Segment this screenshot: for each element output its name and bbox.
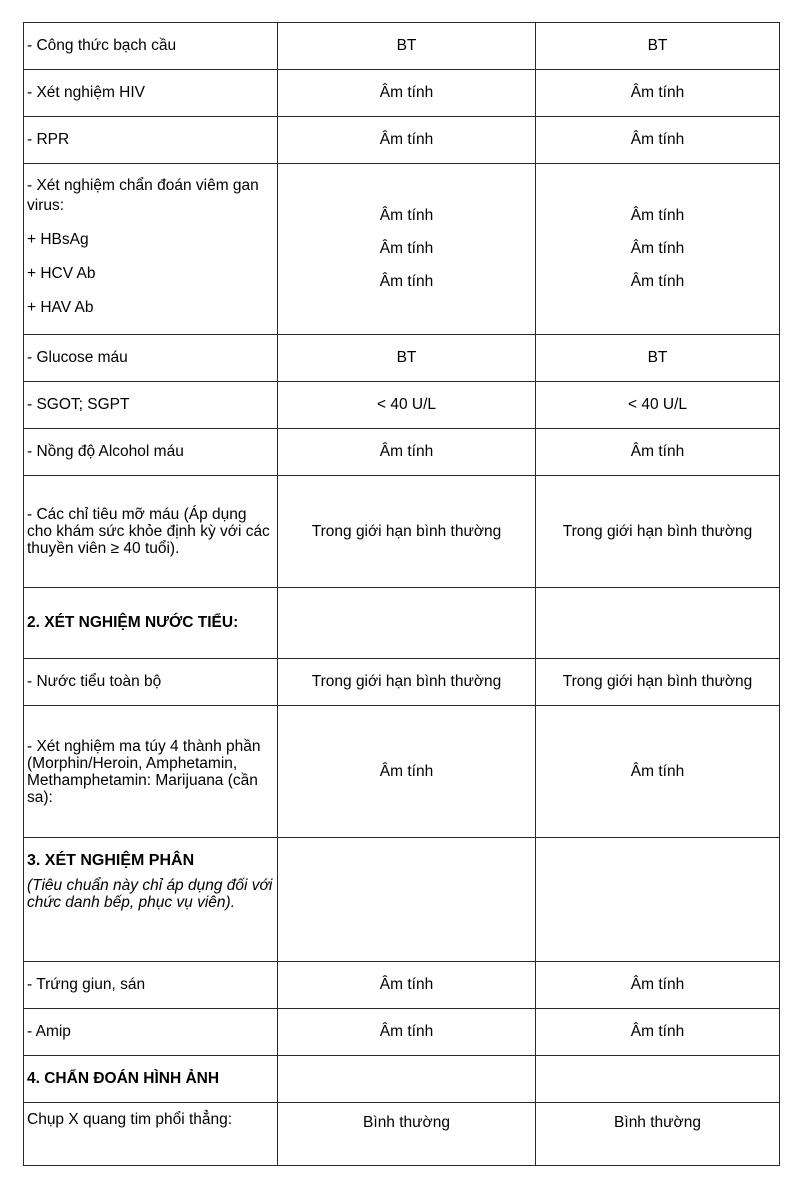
result-value: Âm tính <box>630 207 685 224</box>
table-row <box>24 70 780 117</box>
table-row <box>24 476 780 588</box>
result-value: Âm tính <box>536 429 780 476</box>
lab-results-table <box>23 22 780 1166</box>
result-value: Âm tính <box>536 70 780 117</box>
result-values <box>278 164 536 335</box>
empty-cell <box>536 838 780 962</box>
result-value: < 40 U/L <box>278 382 536 429</box>
section-row <box>24 838 780 962</box>
section-row <box>24 588 780 659</box>
result-value: BT <box>278 335 536 382</box>
result-values <box>536 164 780 335</box>
result-value: Trong giới hạn bình thường <box>536 476 780 588</box>
table-row <box>24 1103 780 1166</box>
test-name: - Nồng độ Alcohol máu <box>24 429 278 476</box>
table-row <box>24 335 780 382</box>
test-name <box>24 164 278 335</box>
result-value: BT <box>278 23 536 70</box>
empty-cell <box>278 588 536 659</box>
table-row <box>24 117 780 164</box>
table-row <box>24 706 780 838</box>
result-value: Âm tính <box>379 273 434 290</box>
test-name: - Amip <box>24 1009 278 1056</box>
test-name: - SGOT; SGPT <box>24 382 278 429</box>
empty-cell <box>278 1056 536 1103</box>
test-name: - Glucose máu <box>24 335 278 382</box>
result-value: Âm tính <box>536 117 780 164</box>
test-name: - RPR <box>24 117 278 164</box>
table-row <box>24 164 780 335</box>
table-row <box>24 23 780 70</box>
empty-cell <box>278 838 536 962</box>
result-value: Âm tính <box>379 240 434 257</box>
section-note: (Tiêu chuẩn này chỉ áp dụng đối với chức danh bếp, phục vụ viên). <box>27 877 273 911</box>
test-name-line: + HCV Ab <box>27 265 96 282</box>
test-name-line: - Xét nghiệm chẩn đoán viêm gan virus: <box>27 177 259 214</box>
result-value: Âm tính <box>278 962 536 1009</box>
section-cell <box>24 838 278 962</box>
table-row <box>24 962 780 1009</box>
result-value: Âm tính <box>278 117 536 164</box>
empty-cell <box>536 1056 780 1103</box>
result-value: Trong giới hạn bình thường <box>278 476 536 588</box>
result-value: BT <box>536 23 780 70</box>
result-value: Trong giới hạn bình thường <box>278 659 536 706</box>
test-name-line: + HAV Ab <box>27 299 94 316</box>
section-heading: 2. XÉT NGHIỆM NƯỚC TIỂU: <box>24 588 278 659</box>
test-name: - Xét nghiệm HIV <box>24 70 278 117</box>
test-name: - Xét nghiệm ma túy 4 thành phần (Morphin/Heroin, Amphetamin, Methamphetamin: Marijuana (cần sa): <box>24 706 278 838</box>
result-value: < 40 U/L <box>536 382 780 429</box>
section-row <box>24 1056 780 1103</box>
table-row <box>24 659 780 706</box>
result-value: Âm tính <box>536 706 780 838</box>
result-value: Âm tính <box>278 706 536 838</box>
result-value: Âm tính <box>536 1009 780 1056</box>
result-value: Âm tính <box>536 962 780 1009</box>
section-heading: 4. CHẨN ĐOÁN HÌNH ẢNH <box>24 1056 278 1103</box>
result-value: Âm tính <box>630 240 685 257</box>
table-row <box>24 429 780 476</box>
result-value: Âm tính <box>379 207 434 224</box>
test-name: - Công thức bạch cầu <box>24 23 278 70</box>
result-value: Bình thường <box>536 1103 780 1166</box>
test-name: - Nước tiểu toàn bộ <box>24 659 278 706</box>
test-name-line: + HBsAg <box>27 231 89 248</box>
section-heading: 3. XÉT NGHIỆM PHÂN <box>27 852 195 869</box>
result-value: Âm tính <box>278 429 536 476</box>
test-name: - Trứng giun, sán <box>24 962 278 1009</box>
test-name: Chụp X quang tim phổi thẳng: <box>24 1103 278 1166</box>
result-value: BT <box>536 335 780 382</box>
result-value: Âm tính <box>278 1009 536 1056</box>
result-value: Âm tính <box>630 273 685 290</box>
result-value: Âm tính <box>278 70 536 117</box>
result-value: Bình thường <box>278 1103 536 1166</box>
table-row <box>24 382 780 429</box>
empty-cell <box>536 588 780 659</box>
test-name: - Các chỉ tiêu mỡ máu (Áp dụng cho khám sức khỏe định kỳ với các thuyền viên ≥ 40 tuổi). <box>24 476 278 588</box>
table-row <box>24 1009 780 1056</box>
result-value: Trong giới hạn bình thường <box>536 659 780 706</box>
